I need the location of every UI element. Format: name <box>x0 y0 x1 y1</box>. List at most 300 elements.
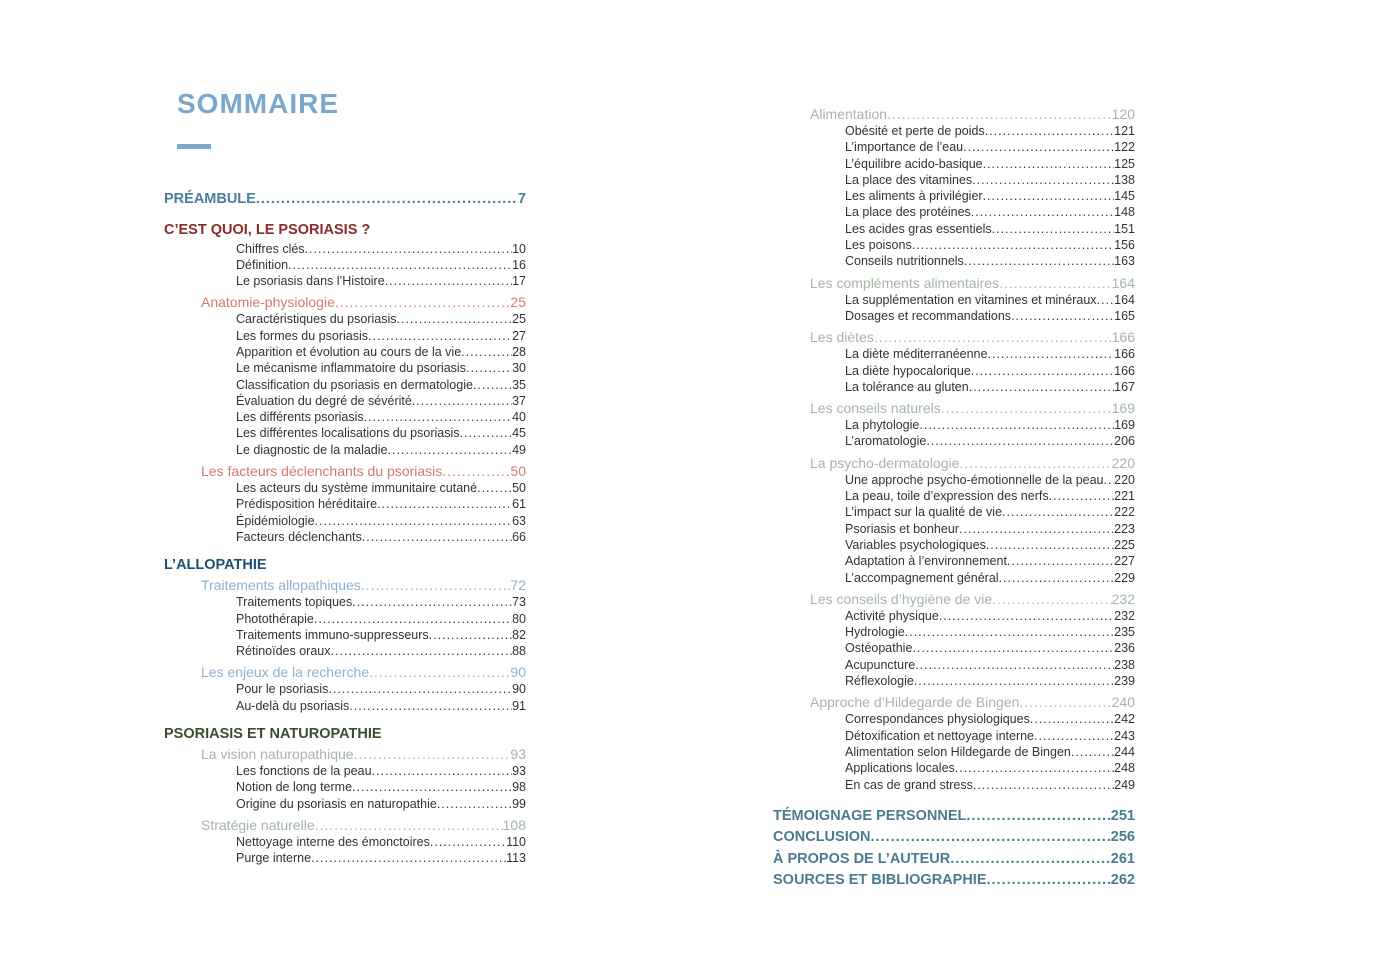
toc-subentry[interactable] <box>164 513 526 529</box>
toc-entry-page: 66 <box>512 529 526 544</box>
dot-leader <box>288 257 512 273</box>
toc-subentry[interactable] <box>773 433 1135 449</box>
dot-leader <box>1019 693 1111 711</box>
toc-subentry[interactable] <box>773 308 1135 324</box>
toc-section-entry[interactable] <box>773 328 1135 346</box>
toc-entry-page: 25 <box>510 294 526 311</box>
toc-entry-label: La place des protéines <box>845 205 971 220</box>
toc-entry-label: TÉMOIGNAGE PERSONNEL <box>773 807 967 824</box>
toc-subentry[interactable] <box>164 627 526 643</box>
dot-leader <box>919 417 1114 433</box>
toc-part1-items <box>164 241 526 290</box>
dot-leader <box>987 346 1114 362</box>
toc-vision-items <box>164 763 526 812</box>
toc-subentry[interactable] <box>773 537 1135 553</box>
toc-entry-page: 73 <box>512 595 526 610</box>
toc-entry-page: 220 <box>1114 472 1135 487</box>
toc-entry-label: Adaptation à l’environnement <box>845 554 1007 569</box>
toc-section-entry[interactable] <box>164 576 526 594</box>
toc-hildegarde-items <box>773 711 1135 792</box>
toc-section-entry[interactable] <box>164 745 526 763</box>
toc-subentry[interactable] <box>773 204 1135 220</box>
toc-subentry[interactable] <box>164 328 526 344</box>
toc-subentry[interactable] <box>773 570 1135 586</box>
toc-part-heading[interactable]: PSORIASIS ET NATUROPATHIE <box>164 726 382 743</box>
dot-leader <box>331 643 513 659</box>
toc-subentry[interactable] <box>773 139 1135 155</box>
toc-entry-page: 99 <box>512 796 526 811</box>
toc-subentry[interactable] <box>773 221 1135 237</box>
toc-subentry[interactable] <box>773 728 1135 744</box>
dot-leader <box>987 870 1111 892</box>
toc-subentry[interactable] <box>773 673 1135 689</box>
toc-entry-page: 49 <box>512 442 526 457</box>
toc-entry-page: 72 <box>510 577 526 594</box>
toc-subentry[interactable] <box>164 480 526 496</box>
toc-entry-page: 238 <box>1114 657 1135 672</box>
dot-leader <box>963 139 1114 155</box>
toc-entry-label: Obésité et perte de poids <box>845 124 985 138</box>
toc-entry-label: Ostéopathie <box>845 641 913 656</box>
toc-entry-label: Prédisposition héréditaire <box>236 497 378 512</box>
toc-subentry[interactable] <box>164 643 526 659</box>
toc-subentry[interactable] <box>773 488 1135 504</box>
dot-leader <box>972 172 1114 188</box>
toc-entry-label: Stratégie naturelle <box>201 816 315 833</box>
toc-entry-label: Une approche psycho-émotionnelle de la peau <box>845 472 1104 487</box>
toc-subentry[interactable] <box>773 292 1135 308</box>
toc-entry-temoignage[interactable] <box>773 806 1135 828</box>
dot-leader <box>311 850 506 866</box>
toc-entry-page: 166 <box>1114 347 1135 362</box>
toc-entry-label: Réflexologie <box>845 674 914 689</box>
toc-subentry[interactable] <box>773 253 1135 269</box>
toc-alimentation-items <box>773 123 1135 270</box>
toc-hygiene-items <box>773 608 1135 689</box>
dot-leader <box>361 576 511 594</box>
toc-entry-label: Les facteurs déclenchants du psoriasis <box>201 463 443 480</box>
toc-entry-page: 225 <box>1114 537 1135 552</box>
toc-entry-page: 27 <box>512 328 526 343</box>
toc-entry-page: 125 <box>1114 156 1135 171</box>
toc-entry-page: 235 <box>1114 625 1135 640</box>
toc-subentry[interactable] <box>773 156 1135 172</box>
toc-entry-page: 239 <box>1114 674 1135 689</box>
dot-leader <box>1002 504 1114 520</box>
toc-entry-page: 40 <box>512 410 526 425</box>
toc-entry-label: L’accompagnement général <box>845 570 999 585</box>
toc-entry-label: Définition <box>236 257 289 272</box>
toc-section-entry[interactable] <box>164 293 526 311</box>
toc-entry-label: Les différents psoriasis <box>236 410 364 425</box>
toc-subentry[interactable] <box>773 624 1135 640</box>
dot-leader <box>461 344 512 360</box>
toc-entry-page: 93 <box>510 746 526 763</box>
dot-leader <box>1104 472 1115 488</box>
toc-subentry[interactable] <box>773 123 1135 139</box>
toc-entry-page: 98 <box>512 780 526 795</box>
toc-entry-page: 91 <box>512 698 526 713</box>
toc-entry-label: Alimentation selon Hildegarde de Bingen <box>845 744 1071 759</box>
toc-entry-page: 25 <box>512 312 526 327</box>
dot-leader <box>335 293 511 311</box>
dot-leader <box>1011 308 1114 324</box>
dot-leader <box>397 311 513 327</box>
toc-right-column <box>773 105 1135 892</box>
toc-subentry[interactable] <box>773 363 1135 379</box>
dot-leader <box>912 640 1114 656</box>
toc-section-entry[interactable] <box>773 105 1135 123</box>
toc-entry-page: 221 <box>1114 489 1135 504</box>
dot-leader <box>314 611 512 627</box>
toc-entry-page: 229 <box>1114 570 1135 585</box>
toc-subentry[interactable] <box>773 472 1135 488</box>
dot-leader <box>1071 744 1114 760</box>
toc-subentry[interactable] <box>164 763 526 779</box>
toc-entry-label: Conseils nutritionnels <box>845 254 964 269</box>
toc-entry-auteur[interactable] <box>773 849 1135 871</box>
toc-entry-label: L’équilibre acido-basique <box>845 156 983 171</box>
toc-entry-preambule[interactable] <box>164 189 526 211</box>
toc-left-column <box>164 189 526 867</box>
dot-leader <box>992 221 1115 237</box>
toc-entry-page: 28 <box>512 344 526 359</box>
dot-leader <box>442 462 510 480</box>
toc-subentry[interactable] <box>773 417 1135 433</box>
toc-subentry[interactable] <box>773 379 1135 395</box>
toc-entry-page: 220 <box>1111 454 1135 471</box>
toc-entry-label: Les conseils naturels <box>810 400 941 417</box>
toc-entry-page: 113 <box>506 851 526 866</box>
dot-leader <box>429 627 512 643</box>
toc-entry-label: La phytologie <box>845 418 920 433</box>
dot-leader <box>477 480 512 496</box>
toc-entry-page: 82 <box>512 627 526 642</box>
toc-entry-page: 166 <box>1114 363 1135 378</box>
toc-entry-label: Purge interne <box>236 851 312 866</box>
dot-leader <box>437 796 512 812</box>
toc-traitements-items <box>164 594 526 659</box>
dot-leader <box>874 328 1112 346</box>
toc-subentry[interactable] <box>164 796 526 812</box>
toc-entry-label: Les différentes localisations du psoriasis <box>236 426 460 441</box>
toc-subentry[interactable] <box>164 681 526 697</box>
toc-entry-page: 61 <box>512 497 526 512</box>
dot-leader <box>959 521 1114 537</box>
toc-entry-label: PRÉAMBULE <box>164 191 256 207</box>
toc-entry-page: 50 <box>512 481 526 496</box>
toc-subentry[interactable] <box>164 393 526 409</box>
toc-entry-label: La vision naturopathique <box>201 746 354 763</box>
toc-entry-label: Traitements allopathiques <box>201 577 361 594</box>
toc-entry-page: 261 <box>1110 850 1135 867</box>
title-underline <box>177 144 211 149</box>
dot-leader <box>1049 488 1115 504</box>
dot-leader <box>983 156 1115 172</box>
dot-leader <box>352 594 512 610</box>
toc-subentry[interactable] <box>773 346 1135 362</box>
toc-entry-page: 37 <box>512 393 526 408</box>
toc-entry-label: Les formes du psoriasis <box>236 328 369 343</box>
toc-entry-page: 80 <box>512 611 526 626</box>
dot-leader <box>926 433 1114 449</box>
toc-section-entry[interactable] <box>164 816 526 834</box>
dot-leader <box>354 745 511 763</box>
toc-entry-page: 251 <box>1110 807 1135 824</box>
toc-subentry[interactable] <box>773 521 1135 537</box>
dot-leader <box>985 123 1114 139</box>
toc-entry-label: Traitements immuno-suppresseurs <box>236 627 429 642</box>
toc-entry-label: Le psoriasis dans l’Histoire <box>236 274 385 289</box>
toc-entry-label: CONCLUSION <box>773 829 871 846</box>
toc-subentry[interactable] <box>164 425 526 441</box>
dot-leader <box>999 570 1115 586</box>
dot-leader <box>1030 711 1114 727</box>
toc-anatomie-items <box>164 311 526 458</box>
dot-leader <box>983 188 1115 204</box>
toc-subentry[interactable] <box>773 237 1135 253</box>
toc-entry-label: Activité physique <box>845 608 939 623</box>
toc-subentry[interactable] <box>773 172 1135 188</box>
toc-section-entry[interactable] <box>773 590 1135 608</box>
toc-subentry[interactable] <box>773 711 1135 727</box>
toc-subentry[interactable] <box>164 442 526 458</box>
toc-subentry[interactable] <box>164 241 526 257</box>
toc-entry-label: Épidémiologie <box>236 513 315 528</box>
dot-leader <box>939 608 1114 624</box>
toc-entry-page: 145 <box>1114 189 1135 204</box>
toc-subentry[interactable] <box>773 188 1135 204</box>
toc-entry-label: Les fonctions de la peau <box>236 764 372 779</box>
dot-leader <box>870 827 1110 849</box>
toc-entry-page: 248 <box>1114 761 1135 776</box>
toc-entry-page: 167 <box>1114 379 1135 394</box>
toc-entry-page: 121 <box>1114 124 1135 138</box>
dot-leader <box>466 360 512 376</box>
toc-subentry[interactable] <box>164 344 526 360</box>
toc-entry-label: Les poisons <box>845 238 912 253</box>
toc-entry-page: 93 <box>512 764 526 779</box>
toc-dietes-items <box>773 346 1135 395</box>
dot-leader <box>966 806 1110 828</box>
toc-entry-page: 232 <box>1111 590 1135 607</box>
dot-leader <box>1097 292 1115 308</box>
dot-leader <box>349 698 512 714</box>
dot-leader <box>950 849 1111 871</box>
toc-entry-page: 156 <box>1114 238 1135 253</box>
toc-subentry[interactable] <box>164 698 526 714</box>
toc-entry-page: 10 <box>512 241 526 256</box>
toc-section-entry[interactable] <box>164 663 526 681</box>
dot-leader <box>971 363 1114 379</box>
toc-entry-label: Détoxification et nettoyage interne <box>845 728 1035 743</box>
toc-subentry[interactable] <box>164 273 526 289</box>
toc-entry-label: Variables psychologiques <box>845 537 986 552</box>
toc-subentry[interactable] <box>773 760 1135 776</box>
toc-enjeux-items <box>164 681 526 714</box>
toc-entry-label: La place des vitamines <box>845 172 973 187</box>
toc-entry-label: SOURCES ET BIBLIOGRAPHIE <box>773 872 987 889</box>
toc-entry-label: Chiffres clés <box>236 241 305 256</box>
toc-subentry[interactable] <box>164 377 526 393</box>
toc-part-heading[interactable]: C’EST QUOI, LE PSORIASIS ? <box>164 221 371 238</box>
toc-entry-label: Dosages et recommandations <box>845 308 1012 323</box>
toc-entry-page: 206 <box>1114 434 1135 449</box>
toc-entry-label: La diète hypocalorique <box>845 363 971 378</box>
dot-leader <box>315 513 513 529</box>
toc-entry-page: 166 <box>1111 329 1135 346</box>
toc-entry-label: À PROPOS DE L’AUTEUR <box>773 850 951 867</box>
toc-subentry[interactable] <box>164 611 526 627</box>
toc-entry-page: 223 <box>1114 521 1135 536</box>
toc-entry-page: 262 <box>1110 872 1135 889</box>
toc-entry-page: 50 <box>510 463 526 480</box>
toc-entry-page: 108 <box>502 816 526 833</box>
toc-section-entry[interactable] <box>164 462 526 480</box>
toc-entry-label: Anatomie-physiologie <box>201 294 335 311</box>
toc-subentry[interactable] <box>164 594 526 610</box>
toc-subentry[interactable] <box>164 850 526 866</box>
toc-complements-items <box>773 292 1135 325</box>
toc-entry-label: L’impact sur la qualité de vie <box>845 505 1003 520</box>
toc-entry-label: Les aliments à privilégier <box>845 189 983 204</box>
toc-entry-page: 240 <box>1111 694 1135 711</box>
toc-entry-label: Les compléments alimentaires <box>810 274 1000 291</box>
dot-leader <box>959 454 1111 472</box>
dot-leader <box>315 816 503 834</box>
toc-part-heading[interactable]: L’ALLOPATHIE <box>164 557 267 574</box>
dot-leader <box>955 760 1114 776</box>
toc-section-entry[interactable] <box>773 454 1135 472</box>
toc-entry-label: Pour le psoriasis <box>236 682 329 697</box>
toc-entry-page: 227 <box>1114 554 1135 569</box>
dot-leader <box>460 425 513 441</box>
toc-entry-label: La psycho-dermatologie <box>810 454 960 471</box>
toc-entry-label: Au-delà du psoriasis <box>236 698 350 713</box>
toc-entry-label: Facteurs déclenchants <box>236 529 362 544</box>
toc-entry-label: Classification du psoriasis en dermatologie <box>236 377 473 392</box>
toc-facteurs-items <box>164 480 526 545</box>
toc-entry-label: Les acides gras essentiels <box>845 221 992 236</box>
dot-leader <box>369 663 510 681</box>
toc-entry-page: 90 <box>512 682 526 697</box>
dot-leader <box>256 189 518 211</box>
toc-entry-page: 256 <box>1110 829 1135 846</box>
toc-entry-label: Correspondances physiologiques <box>845 712 1030 727</box>
toc-subentry[interactable] <box>773 504 1135 520</box>
toc-entry-page: 222 <box>1114 505 1135 520</box>
dot-leader <box>905 624 1114 640</box>
toc-entry-page: 164 <box>1111 274 1135 291</box>
toc-entry-page: 151 <box>1114 221 1135 236</box>
dot-leader <box>1034 728 1114 744</box>
toc-entry-label: Caractéristiques du psoriasis <box>236 312 397 327</box>
toc-entry-label: Approche d’Hildegarde de Bingen <box>810 694 1020 711</box>
toc-entry-label: Le mécanisme inflammatoire du psoriasis <box>236 361 466 376</box>
toc-entry-page: 30 <box>512 361 526 376</box>
toc-entry-label: L’aromatologie <box>845 434 927 449</box>
toc-entry-page: 165 <box>1114 308 1135 323</box>
toc-entry-label: La tolérance au gluten <box>845 379 969 394</box>
dot-leader <box>364 409 512 425</box>
toc-subentry[interactable] <box>164 257 526 273</box>
toc-entry-page: 164 <box>1114 292 1135 307</box>
toc-section-entry[interactable] <box>773 274 1135 292</box>
dot-leader <box>368 328 512 344</box>
toc-subentry[interactable] <box>773 640 1135 656</box>
toc-entry-label: Les diètes <box>810 329 874 346</box>
dot-leader <box>986 537 1114 553</box>
toc-entry-sources[interactable] <box>773 870 1135 892</box>
toc-entry-page: 17 <box>512 274 526 289</box>
toc-entry-page: 90 <box>510 664 526 681</box>
toc-subentry[interactable] <box>773 777 1135 793</box>
toc-entry-label: Alimentation <box>810 106 888 122</box>
dot-leader <box>412 393 512 409</box>
toc-section-entry[interactable] <box>773 399 1135 417</box>
dot-leader <box>377 496 512 512</box>
toc-entry-conclusion[interactable] <box>773 827 1135 849</box>
toc-subentry[interactable] <box>773 553 1135 569</box>
toc-entry-label: Les enjeux de la recherche <box>201 664 370 681</box>
toc-entry-page: 110 <box>506 834 526 849</box>
toc-entry-label: Applications locales <box>845 761 955 776</box>
toc-subentry[interactable] <box>164 496 526 512</box>
toc-section-entry[interactable] <box>773 693 1135 711</box>
toc-entry-label: L’importance de l’eau <box>845 140 964 155</box>
toc-entry-label: Traitements topiques <box>236 595 353 610</box>
toc-entry-label: Les acteurs du système immunitaire cutané <box>236 481 478 496</box>
toc-entry-label: Le diagnostic de la maladie <box>236 442 388 457</box>
toc-entry-label: Psoriasis et bonheur <box>845 521 959 536</box>
dot-leader <box>964 253 1114 269</box>
dot-leader <box>887 105 1112 123</box>
toc-subentry[interactable] <box>773 608 1135 624</box>
toc-subentry[interactable] <box>164 529 526 545</box>
toc-entry-label: Origine du psoriasis en naturopathie <box>236 796 437 811</box>
toc-entry-label: Apparition et évolution au cours de la vie <box>236 344 462 359</box>
dot-leader <box>372 763 513 779</box>
dot-leader <box>473 377 512 393</box>
toc-subentry[interactable] <box>164 311 526 327</box>
toc-subentry[interactable] <box>773 657 1135 673</box>
toc-entry-label: Nettoyage interne des émonctoires <box>236 834 430 849</box>
toc-entry-page: 88 <box>512 644 526 659</box>
toc-entry-page: 122 <box>1114 140 1135 155</box>
toc-entry-label: Les conseils d’hygiène de vie <box>810 590 993 607</box>
dot-leader <box>362 529 512 545</box>
toc-entry-page: 35 <box>512 377 526 392</box>
toc-entry-page: 45 <box>512 426 526 441</box>
toc-entry-page: 63 <box>512 513 526 528</box>
toc-entry-page: 138 <box>1114 172 1135 187</box>
toc-subentry[interactable] <box>164 834 526 850</box>
dot-leader <box>999 274 1112 292</box>
toc-entry-label: Photothérapie <box>236 611 314 626</box>
dot-leader <box>912 237 1114 253</box>
toc-entry-label: Hydrologie <box>845 625 905 640</box>
toc-subentry[interactable] <box>164 409 526 425</box>
toc-entry-page: 242 <box>1114 712 1135 727</box>
toc-subentry[interactable] <box>164 360 526 376</box>
toc-entry-page: 236 <box>1114 641 1135 656</box>
dot-leader <box>385 273 512 289</box>
toc-entry-label: La supplémentation en vitamines et minéraux <box>845 292 1097 307</box>
toc-conseils-items <box>773 417 1135 450</box>
toc-subentry[interactable] <box>164 779 526 795</box>
dot-leader <box>941 399 1112 417</box>
toc-subentry[interactable] <box>773 744 1135 760</box>
